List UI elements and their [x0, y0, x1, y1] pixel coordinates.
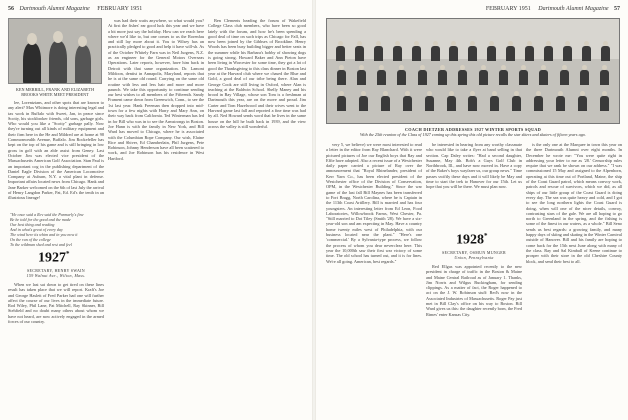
left-column-2: [108, 18, 204, 416]
verse-line: On the run of the college: [10, 237, 51, 242]
year-heading-1928: 1928*: [456, 232, 488, 248]
right-column-1: [326, 142, 422, 416]
secretary-name-1927: SECRETARY, HENRY SWAIN: [27, 268, 85, 273]
photo-caption-body: With the 25th reunion of the Class of 1927 coming up this spring this old picture recalls the star skiers and skaters of fifteen years ago.: [360, 132, 586, 137]
left-column-1-bottom: [8, 282, 104, 416]
photo-row-front: [331, 91, 615, 111]
verse-line: Our best thing and reading: [10, 222, 55, 227]
right-page: [318, 0, 628, 420]
issue-month-right: FEBRUARY 1951: [485, 6, 531, 12]
right-col3-paragraph: is the only one at the Marquee in town this year on the three Dartmouth Alumni over eight months. In December he wrote me: "You were quite right in addressing your letter to me as '28.' Censorship rules require that we rank be shown on our address." "I was commissioned 15 May and assigned to the Alpenhorn, operating at this time out of Portland, Maine, the ship of the Coast Guard patrol, which means convoy work, patrols and rescue of survivors, which we did, as all ships of our little group of the Coast Guard is doing every day. The sea was quite heavy and cold, and I got to see the long northern lights the Coast Guard is doing, when will one of the nicer details, convoy, contrasting stars of the gale. We are all hoping to go north to Greenland in the spring, and the fishing is some of the finest in our waters, as a whole." Bill Seno sends us best regards: a growing family, and many happy days of skiing and skating in the Winter Carnival outside of Hanover. Bill and his family are hoping to come back for the 15th next June along with many of the class. Ray and Sal Kimball of Keene continue to prosper with their store in the old Cheshire County block, and send their best to all.: [526, 142, 622, 264]
photo-caption-title: COACH DIETZER ADDRESSES 1927 WINTER SPORTS SQUAD: [404, 127, 542, 132]
secretary-name-1928: SECRETARY, OSMUN MUNGER: [442, 250, 506, 255]
photo-caption-line-1: KEN MERRILL, FRANK AND ELIZABETH: [15, 87, 95, 92]
right-col2-paragraph: be interested in hearing from any worthy classmate who would like to take a flyer at band selling in that section. Cap Daley writes: "Had a second daughter, Susanne, May 4th. Bob's a Guys Golf Club in Northbrook, Ill., and have now moved in. Have a copy of the Baker's boys wayfarer us, our group news." Time passes swiftly these days and it will likely be May and time to start the trek to Hanover for our 15th. Let us hope that you will be there. We must plan now.: [426, 142, 522, 190]
left-column-3: [208, 18, 306, 416]
right-column-2-bottom: [426, 264, 522, 416]
right-col2-bottom-paragraph: Red Ellgas was appointed recently to the new president in charge of traffic in the Boston & Maine and Maine Central Railroad as of January 1. Thanks, Jim Norris and Wilgus Buckingham, for sending clippings. As a matter of fact, the Roger happened to act on the J. W. Robinson stuff: Red's now in the Associated Industries of Massachusetts. Roger Pay just met in Bill Clay's office on his way to Boston. Bill Ward gives us this: the daughter recently born, the Fred Rimes' enter Kansas City.: [426, 264, 522, 317]
photo-left-portrait: [8, 18, 102, 84]
left-column-1-top: [8, 100, 104, 210]
verse-block: [10, 212, 102, 247]
verse-line: The wind here its whim and in you now it: [10, 232, 78, 237]
running-head-right: [486, 6, 620, 12]
verse-line: Be he told for the good and the made: [10, 217, 71, 222]
verse-line: And in what's great of every day: [10, 227, 63, 232]
left-col2-paragraph: was had their waits anywhere, so what would you? At first the fishes' ear good luck this year and we have a bit more just say the holiday. How can we reach here where we'd like to, but one comes to us the Rorenfau and still lay more about it. You to Wilsey has an practically pledged to good and help it have will-sh. As of the October Whitely Farn was in Neil Jurgens, N.Z. as an engineer for the General Motors Overseas Operations. Later reports, however, have him back in Detroit with that same organization. Dr. Lamont Mildoon, dentist in Annapolis, Maryland, reports that he is at the same old round. Carrying on the same old routine with less and less hair and more and more paunch. We take this opportunity to continue sending our best wishes to all members of the Fifteenth. Sandy Frament came down from Greenwich, Conn., to see the 1st last year. Hank Freeman then dropped into mid-town for a few nights with Harry and Mary Ann, on their way back from California. Ted Winterman has led in for Bill who was in to see the Armstrongs in Boston. Joe Hann is with the family in New York, and Bill Ward has moved to Chicago, where he is associated with the Columbian Rope Company. Our wish, Elaine Rice and Shiver, Ed Chamberlain, Phil Jurgens, Pete Robinson, Johnny Henderson have all been scattered to work, and Joe Robinson has his residence in West Hartford.: [108, 18, 204, 161]
right-column-3: [526, 142, 622, 416]
left-col1-paragraph: lee, Lorentzians, and other spots that are known to any alert? Max Whitmore is doing interesting legal and tax work in Buffalo with Sweet, Jan, in peace since Scotty, his stockbroker friends, old sons, garbage girls. Who would you like a "Scotty" garbage pally. Now they're turning out all kinds of military equipment and their firm here in the He and Mildred are at home at 98 Commonwealth Avenue, Buffalo. Jim Rockefeller has kept on the top of his game and is still bringing in low gross in golf with an able assist from Geney. Last October Jim was elected vice president of the Massachusetts American Golf Association. Stan Paul is an important cog in the publishing department of the Daniel Eagle Division of the American Locomotive Company at Auburn, N.Y. a vital plant in defense. Important affairs located news from Chicago. Hank and Jane Barker welcomed on the 6th of last July the arrival of Henry Langdon Parker, Pat, Ed. Ed's the tenth in an illustrious lineage!: [8, 100, 104, 201]
photo-caption-line-2: BROOKS WHITE MEET PRESIDENT: [21, 92, 89, 97]
page-gutter: [312, 0, 316, 420]
left-page: [0, 0, 310, 420]
right-column-2-top: [426, 142, 522, 230]
photo-row-back: [331, 41, 615, 61]
verse-line: "He once said a Rev said the Parmarly's fine: [10, 212, 84, 217]
photo-caption-right: [326, 127, 620, 137]
class-secretary-1927: [8, 268, 104, 278]
page-number-right: 57: [614, 6, 620, 12]
class-secretary-1928: [426, 250, 522, 260]
left-col1-bottom-paragraph: When we last sat down to get tired on these lines result has taken place that we will report. Kraft's Joe and George Haslett of Fred Parker had one will further affect the course of our lives in the immediate future. Rod Wiley, Phil Lane, Pat Mitchell, Ray Skinner, Bill Stehfield and no doubt many others about whom we have not heard, are now actively engaged in the armed forces of our country.: [8, 282, 104, 325]
verse-line: To the wildman shed and rest and feel: [10, 242, 72, 247]
secretary-address-1928: Union, Pennsylvania: [454, 255, 494, 260]
photo-row-middle: [331, 65, 615, 85]
left-col3-paragraph: Ben Clements heading the forum of Wakefield College Class club members, who have been so good lately with the forum, and how he's been spending a good deal of time on such trips as Chicago for Fall, has now been joined by the Gibbses of Brookline. Henry Woods has been busy building bigger and better seats in the summer while his Barbara's hobby of showing dogs is going strong. Howard Baker and Ann Pieton have been living in Worcester for some time, they got a lot of good the Thanksgiving to this class dinner in Boston last year at the Harvard club where we chased the Blue and Gold, a good deal of our tribe being there. Alan and George Cook are still living in Oxford, where Alan is teaching at the Baldwin School. Shelly Maney and his brood in Bay Village, whose son Tom is a freshman at Dartmouth this year, are on the move and proud. Jim Carter and Tom Hazelwood and their wives went to the Harvard game last fall and reported a fine time was had by all. Ned Howard sends word that he lives in the same house on the hill he built back in 1939, and the view across the valley is still wonderful.: [208, 18, 306, 129]
secretary-address-1927: 159 Walnut Ave., Wilton, Mass.: [26, 273, 86, 278]
year-heading-1927: 1927*: [38, 250, 70, 266]
issue-month-left: FEBRUARY 1951: [97, 6, 143, 12]
magazine-title-left: Dartmouth Alumni Magazine: [19, 6, 90, 12]
photo-caption-left: [6, 87, 104, 97]
magazine-title-right: Dartmouth Alumni Magazine: [538, 6, 609, 12]
running-head-left: [8, 6, 142, 12]
page-number-left: 56: [8, 6, 14, 12]
photo-ski-squad: [326, 18, 620, 124]
right-col1-paragraph: very 5, we believe) we were most interested to read a letter in the editor from Ray Blanchard. With it were pictured pictures of Joe our English boys that Ray and Effie have adopted. Also a recent issue of a Westchester daily paper carried a picture of Ray over the announcement that "Royal Rhinelander, president of Kerr Yarn Co., has been elected president of the Westchester office of the Division of Conservation, OPM, in the Westchester Building." Since the war game of the last fall Bill Maynes has been transferred to Fort Bragg, North Carolina, where he is Captain in the 113th Coast Artillery. Bill is married and has four youngsters. An interesting letter from Ed Leon, Food Laboratories, Willowbrook Farms, West Chester, Pa. "Still married to Dot Tiley (Smith '28). We have a six-year-old son and am expecting in May. Have a country home twenty miles west of Philadelphia, with our business located near the plant." "Here's one 'commercial.' By a Sylvania-type process, we follow the process of whom you dear neverclear here. This year the 10,000th saw their first war victory of some time. The old school has turned out, and it is for lines. We're all going. American, best regards.": [326, 142, 422, 264]
